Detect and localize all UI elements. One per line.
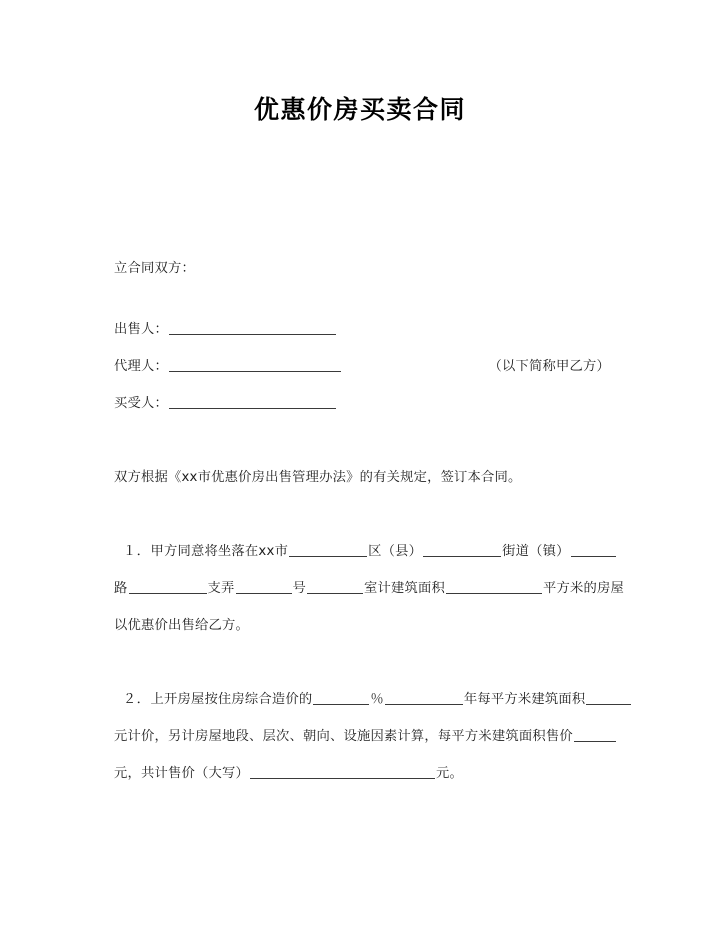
fill-blank[interactable] bbox=[250, 765, 435, 779]
fill-blank[interactable] bbox=[423, 543, 501, 557]
fill-blank[interactable] bbox=[129, 580, 207, 594]
fill-blank[interactable] bbox=[385, 691, 463, 705]
clause-text: 平方米的房屋 bbox=[542, 581, 624, 596]
party-label-agent: 代理人： bbox=[114, 359, 168, 374]
fill-blank[interactable] bbox=[313, 691, 369, 705]
party-blank-agent[interactable] bbox=[169, 358, 341, 372]
fill-blank[interactable] bbox=[574, 728, 616, 742]
fill-blank[interactable] bbox=[446, 580, 542, 594]
fill-blank[interactable] bbox=[571, 543, 616, 557]
party-line-buyer bbox=[114, 385, 337, 422]
clause-text: 号 bbox=[292, 581, 306, 596]
party-blank-seller[interactable] bbox=[169, 321, 336, 335]
clause-indent bbox=[114, 544, 123, 559]
clause-text: 上开房屋按住房综合造价的 bbox=[150, 692, 313, 707]
party-row-buyer bbox=[114, 385, 610, 422]
clause-text: 元，共计售价（大写） bbox=[114, 766, 249, 781]
fill-blank[interactable] bbox=[307, 580, 363, 594]
party-label-seller: 出售人： bbox=[114, 322, 168, 337]
basis-statement: 双方根据《xx市优惠价房出售管理办法》的有关规定，签订本合同。 bbox=[114, 470, 522, 485]
clause-1-line-2 bbox=[114, 570, 624, 607]
clause-number: ２． bbox=[122, 692, 151, 707]
clause-text: 室计建筑面积 bbox=[364, 581, 445, 596]
clause-text: 街道（镇） bbox=[502, 544, 570, 559]
clause-number: １． bbox=[122, 544, 151, 559]
clause-text: 元计价，另计房屋地段、层次、朝向、设施因素计算，每平方米建筑面积售价 bbox=[114, 729, 573, 744]
party-blank-buyer[interactable] bbox=[169, 395, 336, 409]
clause-text: 元。 bbox=[435, 766, 463, 781]
spacer bbox=[114, 422, 610, 459]
party-row-seller bbox=[114, 311, 610, 348]
clause-1-line-1 bbox=[114, 533, 610, 570]
clause-2-line-1 bbox=[114, 681, 610, 718]
clause-2-line-3 bbox=[114, 755, 610, 792]
page-title: 优惠价房买卖合同 bbox=[253, 94, 466, 124]
clause-text: 路 bbox=[114, 581, 128, 596]
clause-text: 年每平方米建筑面积 bbox=[463, 692, 586, 707]
clause-text: 以优惠价出售给乙方。 bbox=[114, 618, 249, 633]
clause-1 bbox=[114, 533, 624, 681]
document-body bbox=[114, 250, 624, 829]
party-row-agent bbox=[114, 348, 610, 385]
clause-text: 甲方同意将坐落在xx市 bbox=[150, 544, 289, 559]
spacer bbox=[114, 287, 610, 311]
clause-text: 区（县） bbox=[368, 544, 423, 559]
clause-indent bbox=[114, 692, 123, 707]
spacer bbox=[114, 792, 610, 829]
clause-text: 支弄 bbox=[207, 581, 235, 596]
fill-blank[interactable] bbox=[236, 580, 292, 594]
spacer bbox=[114, 496, 610, 533]
party-line-agent bbox=[114, 348, 342, 385]
fill-blank[interactable] bbox=[289, 543, 367, 557]
clause-1-line-3 bbox=[114, 607, 610, 644]
preamble-text: 立合同双方： bbox=[114, 261, 195, 276]
fill-blank[interactable] bbox=[586, 691, 631, 705]
clauses-container bbox=[114, 533, 624, 829]
clause-2-line-2 bbox=[114, 718, 610, 755]
party-note-abbreviation: （以下简称甲乙方） bbox=[488, 359, 610, 374]
party-label-buyer: 买受人： bbox=[114, 396, 168, 411]
party-line-seller bbox=[114, 311, 337, 348]
spacer bbox=[114, 644, 610, 681]
clause-2 bbox=[114, 681, 610, 829]
clause-text: ％ bbox=[370, 692, 384, 707]
